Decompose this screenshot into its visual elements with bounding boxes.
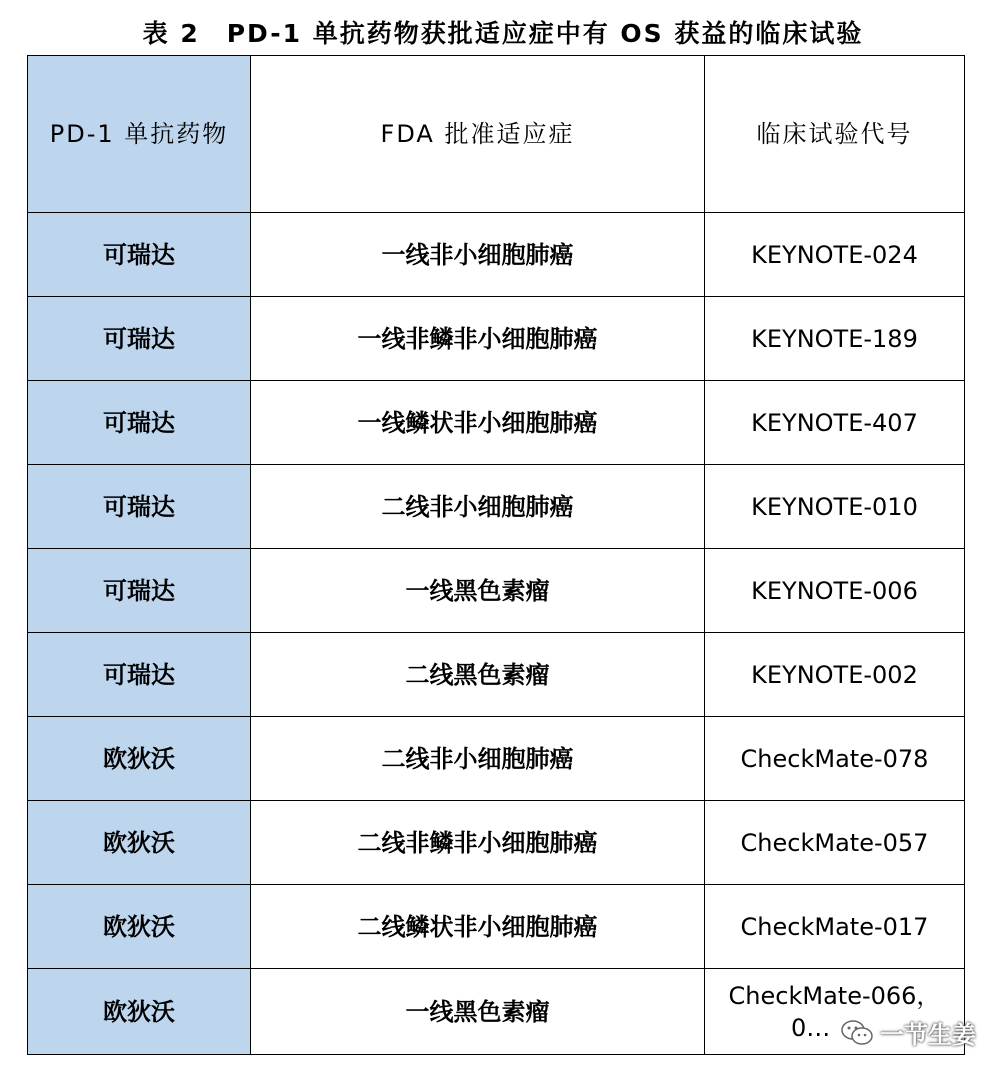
drug-cell: 欧狄沃	[28, 969, 251, 1055]
indication-cell: 一线非小细胞肺癌	[251, 213, 705, 297]
table-row	[28, 633, 965, 717]
indication-cell: 二线非小细胞肺癌	[251, 717, 705, 801]
table-row	[28, 381, 965, 465]
trial-cell: KEYNOTE-010	[705, 465, 965, 549]
drug-cell: 欧狄沃	[28, 801, 251, 885]
table-row	[28, 213, 965, 297]
table-row	[28, 297, 965, 381]
drug-cell: 可瑞达	[28, 633, 251, 717]
watermark	[840, 1015, 976, 1050]
drug-cell: 欧狄沃	[28, 885, 251, 969]
table-row	[28, 465, 965, 549]
drug-cell: 可瑞达	[28, 297, 251, 381]
indication-cell: 二线黑色素瘤	[251, 633, 705, 717]
header-indication: FDA 批准适应症	[251, 56, 705, 213]
trial-cell-line-1: CheckMate-066，	[728, 981, 941, 1010]
trial-cell-line-2: 0…	[791, 1013, 831, 1042]
indication-cell: 一线非鳞非小细胞肺癌	[251, 297, 705, 381]
indication-cell: 一线黑色素瘤	[251, 549, 705, 633]
trial-cell: CheckMate-078	[705, 717, 965, 801]
trial-cell: KEYNOTE-407	[705, 381, 965, 465]
header-trial: 临床试验代号	[705, 56, 965, 213]
drug-cell: 欧狄沃	[28, 717, 251, 801]
indication-table	[27, 55, 965, 1055]
trial-cell: KEYNOTE-189	[705, 297, 965, 381]
trial-cell: KEYNOTE-024	[705, 213, 965, 297]
header-drug: PD-1 单抗药物	[28, 56, 251, 213]
drug-cell: 可瑞达	[28, 213, 251, 297]
indication-cell: 一线黑色素瘤	[251, 969, 705, 1055]
table-row	[28, 717, 965, 801]
indication-cell: 二线非鳞非小细胞肺癌	[251, 801, 705, 885]
table-row	[28, 885, 965, 969]
table-row	[28, 549, 965, 633]
table-header-row	[28, 56, 965, 213]
trial-cell: KEYNOTE-006	[705, 549, 965, 633]
indication-cell: 一线鳞状非小细胞肺癌	[251, 381, 705, 465]
trial-cell: KEYNOTE-002	[705, 633, 965, 717]
trial-cell: CheckMate-057	[705, 801, 965, 885]
wechat-icon	[840, 1019, 874, 1047]
indication-cell: 二线鳞状非小细胞肺癌	[251, 885, 705, 969]
drug-cell: 可瑞达	[28, 549, 251, 633]
drug-cell: 可瑞达	[28, 465, 251, 549]
table-caption: 表 2 PD-1 单抗药物获批适应症中有 OS 获益的临床试验	[142, 19, 864, 48]
watermark-text: 一节生姜	[880, 1021, 976, 1049]
table-row	[28, 969, 965, 1055]
drug-cell: 可瑞达	[28, 381, 251, 465]
trial-cell: CheckMate-017	[705, 885, 965, 969]
indication-cell: 二线非小细胞肺癌	[251, 465, 705, 549]
table-row	[28, 801, 965, 885]
